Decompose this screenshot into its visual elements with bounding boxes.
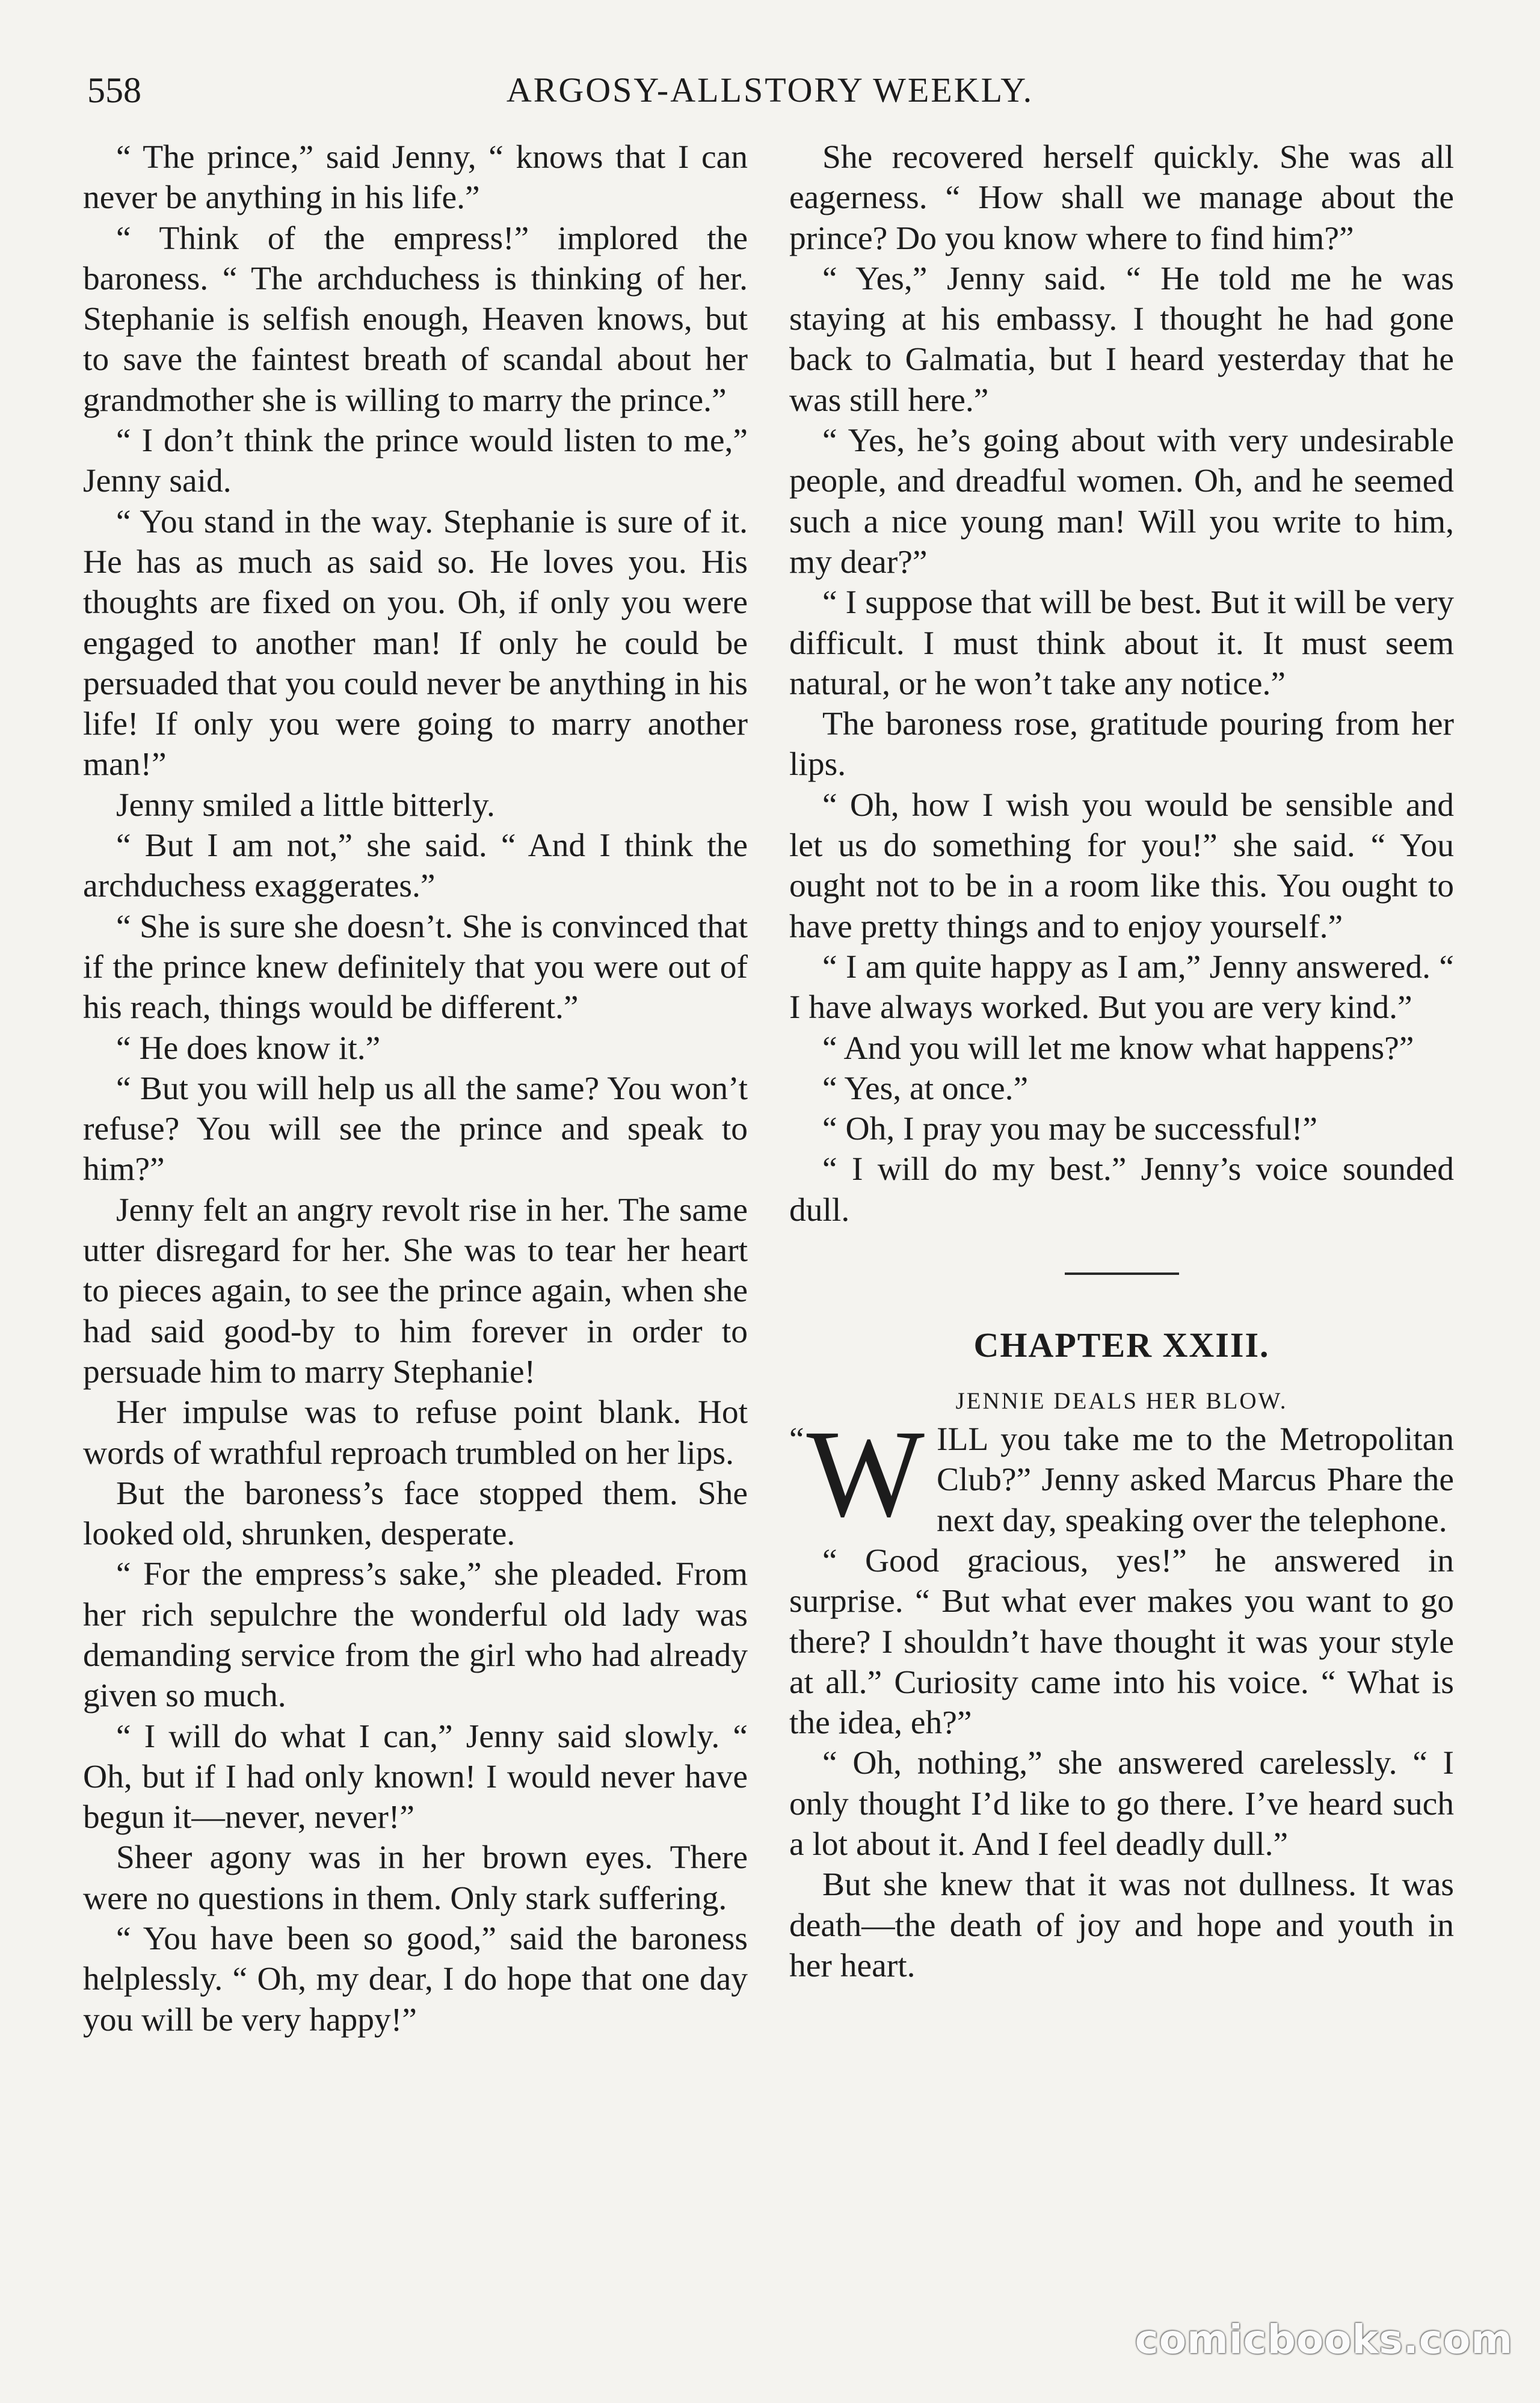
paragraph: “ Oh, how I wish you would be sensible and let us do something for you!” she said. “ You ought not to be in a room like this. You ought to have pretty things and to enjoy yourself.” [789, 786, 1454, 945]
paragraph: “ Yes,” Jenny said. “ He told me he was staying at his embassy. I thought he had gone back to Galmatia, but I heard yesterday that he was still here.” [789, 260, 1454, 419]
paragraph: Jenny felt an angry revolt rise in her. The same utter disregard for her. She was to tear her heart to pieces again, to see the prince again, when she had said good-by to him forever in order to persuade him to marry Stephanie! [83, 1191, 748, 1390]
chapter-subtitle: JENNIE DEALS HER BLOW. [955, 1388, 1288, 1414]
paragraph: Her impulse was to refuse point blank. Hot words of wrathful reproach trumbled on her lips. [83, 1394, 748, 1472]
paragraph: “ Good gracious, yes!” he answered in surprise. “ But what ever makes you want to go there? I shouldn’t have thought it was your style at all.” Curiosity came into his voice. “ What is the idea, eh?” [789, 1542, 1454, 1742]
opening-text: ILL you take me to the Metropolitan Club?” Jenny asked Marcus Phare the next day, speaking over the telephone. [936, 1421, 1454, 1539]
page-number: 558 [87, 70, 141, 110]
chapter-title: CHAPTER XXIII. [973, 1325, 1270, 1365]
paragraph: “ She is sure she doesn’t. She is convinced that if the prince knew definitely that you were out of his reach, things would be different.” [83, 908, 748, 1026]
paragraph: Sheer agony was in her brown eyes. There were no questions in them. Only stark suffering. [83, 1839, 748, 1917]
paragraph: “ I will do my best.” Jenny’s voice sounded dull. [789, 1151, 1454, 1229]
chapter-opening-paragraph [789, 1404, 1454, 1543]
paragraph: But the baroness’s face stopped them. She looked old, shrunken, desperate. [83, 1475, 748, 1553]
paragraph: “ You stand in the way. Stephanie is sure of it. He has as much as said so. He loves you. His thoughts are fixed on you. Oh, if only you were engaged to another man! If only he could be persuaded that you could never be anything in his life! If only you were going to marry another man!” [83, 503, 748, 783]
paragraph: But she knew that it was not dullness. It was death—the death of joy and hope and youth in her heart. [789, 1866, 1454, 1984]
paragraph: “ I don’t think the prince would listen to me,” Jenny said. [83, 422, 748, 500]
paragraph: “ For the empress’s sake,” she pleaded. From her rich sepulchre the wonderful old lady was demanding service from the girl who had already given so much. [83, 1556, 748, 1715]
section-divider [1065, 1272, 1179, 1275]
paragraph: “ Oh, nothing,” she answered carelessly. “ I only thought I’d like to go there. I’ve heard such a lot about it. And I feel deadly dull.” [789, 1745, 1454, 1863]
paragraph: The baroness rose, gratitude pouring from her lips. [789, 706, 1454, 783]
opening-quote-mark: “ [789, 1421, 804, 1458]
paragraph: “ And you will let me know what happens?” [822, 1029, 1414, 1067]
drop-cap: W [806, 1404, 925, 1543]
paragraph: “ I will do what I can,” Jenny said slowly. “ Oh, but if I had only known! I would never have begun it—never, never!” [83, 1718, 748, 1836]
left-column [83, 137, 748, 2040]
paragraph: “ Think of the empress!” implored the baroness. “ The archduchess is thinking of her. Stephanie is selfish enough, Heaven knows, but to save the faintest breath of scandal about her grandmother she is willing to marry the prince.” [83, 220, 748, 419]
paragraph: “ You have been so good,” said the baroness helplessly. “ Oh, my dear, I do hope that one day you will be very happy!” [83, 1920, 748, 2038]
paragraph: “ I suppose that will be best. But it will be very difficult. I must think about it. It must seem natural, or he won’t take any notice.” [789, 584, 1454, 702]
paragraph: “ I am quite happy as I am,” Jenny answered. “ I have always worked. But you are very kind.” [789, 948, 1454, 1026]
paragraph: “ But I am not,” she said. “ And I think the archduchess exaggerates.” [83, 827, 748, 905]
paragraph: Jenny smiled a little bitterly. [116, 786, 495, 824]
paragraph: “ Yes, at once.” [822, 1070, 1029, 1107]
right-column [789, 137, 1454, 1986]
running-title: ARGOSY-ALLSTORY WEEKLY. [506, 70, 1034, 110]
paragraph: “ The prince,” said Jenny, “ knows that I can never be anything in his life.” [83, 139, 748, 217]
paragraph: “ Yes, he’s going about with very undesirable people, and dreadful women. Oh, and he seemed such a nice young man! Will you write to him, my dear?” [789, 422, 1454, 581]
paragraph: “ He does know it.” [116, 1029, 381, 1067]
paragraph: “ But you will help us all the same? You won’t refuse? You will see the prince and speak to him?” [83, 1070, 748, 1188]
site-watermark: comicbooks.com [1135, 2316, 1513, 2363]
paragraph: She recovered herself quickly. She was all eagerness. “ How shall we manage about the prince? Do you know where to find him?” [789, 139, 1454, 257]
paragraph: “ Oh, I pray you may be successful!” [822, 1111, 1317, 1148]
